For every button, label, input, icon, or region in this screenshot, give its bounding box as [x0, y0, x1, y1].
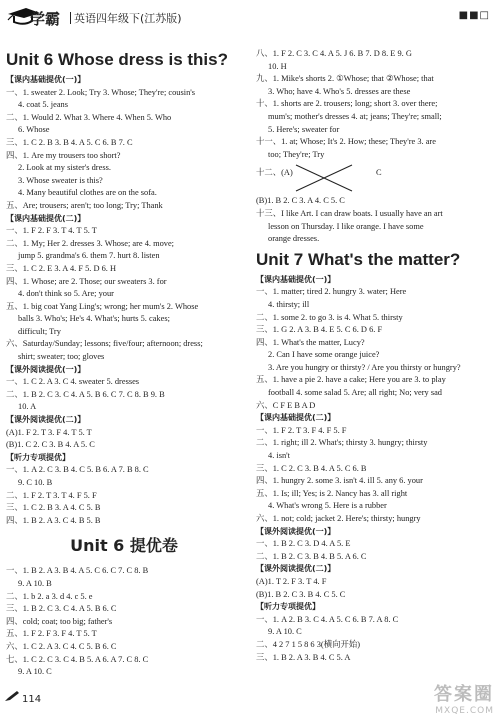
answer-line: 3. Who; have 4. Who's 5. dresses are these — [268, 86, 411, 96]
answer-line: 二、1. b 2. a 3. d 4. c 5. e — [6, 591, 93, 601]
answer-line: (A)1. T 2. F 3. T 4. F — [256, 576, 327, 586]
answer-line: 3. Are you hungry or thirsty? / Are you thirsty or hungry? — [268, 362, 461, 372]
answer-line: 9. C 10. B — [18, 478, 53, 487]
answer-line: 四、1. Whose; are 2. Those; our sweaters 3. for — [6, 276, 167, 286]
answer-line: 十一、1. at; Whose; It's 2. How; these; They're 3. are — [256, 137, 436, 147]
answer-line: 一、1. F 2. F 3. T 4. T 5. T — [6, 226, 97, 236]
answer-line: 八、1. F 2. C 3. C 4. A 5. J 6. B 7. D 8. E 9. G — [256, 49, 412, 58]
answer-line: 4. isn't — [268, 451, 290, 461]
answer-line: 4. coat 5. jeans — [18, 100, 69, 110]
watermark-logo: 答案圈 — [434, 684, 494, 705]
answer-line: 四、1. B 2. A 3. C 4. B 5. B — [6, 515, 101, 525]
diagram-label-a: 十二、(A) — [256, 168, 293, 178]
answer-line: 三、1. C 2. B 3. B 4. A 5. C 6. B 7. C — [6, 137, 133, 147]
answer-line: 3. Whose sweater is this? — [18, 175, 103, 185]
section-label: 【听力专项提优】 — [256, 602, 320, 612]
book-subtitle: 英语四年级下(江苏版) — [74, 12, 182, 25]
answer-line: 五、1. F 2. F 3. F 4. T 5. T — [6, 629, 97, 639]
section-label: 【听力专项提优】 — [6, 452, 70, 462]
answer-line: 一、1. F 2. T 3. F 4. F 5. F — [256, 425, 347, 435]
answer-line: 五、Are; trousers; aren't; too long; Try; Thank — [6, 200, 163, 210]
answer-line: 4. don't think so 5. Are; your — [18, 289, 114, 299]
answer-line: 一、1. A 2. C 3. B 4. C 5. B 6. A 7. B 8. C — [6, 465, 149, 475]
section-label: 【课外阅读提优(一)】 — [6, 364, 86, 374]
answer-line: orange dresses. — [268, 234, 320, 244]
right-column — [256, 48, 494, 664]
answer-line: 三、1. B 2. C 3. C 4. A 5. B 6. C — [6, 604, 117, 614]
watermark-url: MXQE.COM — [435, 706, 494, 716]
unit-heading: Unit 6 Whose dress is this? — [6, 50, 228, 69]
answer-line: 三、1. G 2. A 3. B 4. E 5. C 6. D 6. F — [256, 325, 383, 335]
watermark — [434, 680, 494, 716]
answer-line: 六、1. C 2. A 3. C 4. C 5. B 6. C — [6, 641, 117, 651]
answer-line: 四、1. Are my trousers too short? — [6, 150, 121, 160]
answer-line: 5. Here's; sweater for — [268, 124, 340, 134]
answer-line: 六、Saturday/Sunday; lessons; five/four; afternoon; dress; — [6, 339, 203, 349]
answer-line: 二、4 2 7 1 5 8 6 3(横向开始) — [256, 639, 360, 649]
answer-line: 9. A 10. B — [18, 578, 52, 588]
answer-line: 4. thirsty; ill — [268, 299, 310, 309]
answer-line: too; They're; Try — [268, 149, 325, 159]
answer-line: 二、1. My; Her 2. dresses 3. Whose; are 4. move; — [6, 238, 175, 248]
answer-line: 四、cold; coat; too big; father's — [6, 616, 113, 626]
answer-line: 2. Look at my sister's dress. — [18, 163, 111, 173]
answer-line: (B)1. C 2. C 3. B 4. A 5. C — [6, 440, 95, 450]
answer-line: 4. What's wrong 5. Here is a rubber — [268, 501, 387, 511]
answer-line: 三、1. C 2. B 3. A 4. C 5. B — [6, 503, 101, 513]
answer-line: mum's; mother's dresses 4. at; jeans; They're; small; — [268, 111, 442, 121]
header-divider — [70, 12, 71, 24]
answer-line: 二、1. B 2. C 3. B 4. B 5. A 6. C — [256, 551, 367, 561]
answer-line: balls 3. Who's; He's 4. What's; hurts 5. cakes; — [18, 314, 170, 324]
answer-line: 六、1. not; cold; jacket 2. Here's; thirsty; hungry — [256, 514, 421, 523]
answer-line: lesson on Thursday. I like orange. I have some — [268, 221, 424, 231]
pencil-icon — [4, 690, 20, 702]
answer-line: 一、1. A 2. B 3. C 4. A 5. C 6. B 7. A 8. C — [256, 614, 399, 624]
answer-line: (B)1. B 2. C 3. A 4. C 5. C — [256, 196, 345, 206]
answer-line: 十三、I like Art. I can draw boats. I usually have an art — [256, 208, 443, 218]
header-mark: ■■□ — [458, 10, 490, 21]
page-number: 114 — [22, 694, 42, 705]
answer-line: 一、1. sweater 2. Look; Try 3. Whose; They're; cousin's — [6, 87, 196, 97]
answer-line: 五、1. have a pie 2. have a cake; Here you are 3. to play — [256, 375, 446, 385]
answer-line: 一、1. B 2. A 3. B 4. A 5. C 6. C 7. C 8. B — [6, 566, 149, 576]
section-label: 【课内基础提优(二)】 — [256, 413, 336, 423]
answer-line: jump 5. grandma's 6. them 7. hurt 8. listen — [18, 251, 160, 261]
answer-line: 一、1. C 2. A 3. C 4. sweater 5. dresses — [6, 377, 140, 387]
section-label: 【课内基础提优(二)】 — [6, 213, 86, 223]
page-header — [0, 0, 500, 32]
answer-line: 10. H — [268, 61, 287, 71]
answer-line: 一、1. B 2. C 3. D 4. A 5. E — [256, 539, 351, 549]
answer-line: 6. Whose — [18, 125, 50, 135]
answer-line: difficult; Try — [18, 326, 61, 336]
answer-line: 4. Many beautiful clothes are on the sofa. — [18, 188, 157, 198]
brand-title: 学霸 — [30, 10, 61, 28]
answer-line: 四、1. What's the matter, Lucy? — [256, 337, 365, 347]
cross-lines-icon — [292, 161, 372, 195]
section-label: 【课外阅读提优(二)】 — [6, 415, 86, 425]
answer-line: shirt; sweater; too; gloves — [18, 352, 105, 362]
answer-line: 七、1. C 2. C 3. C 4. B 5. A 6. A 7. C 8. C — [6, 654, 149, 664]
matching-diagram — [256, 161, 494, 195]
section-label: 【课内基础提优(一)】 — [256, 274, 336, 284]
section-label: 【课外阅读提优(一)】 — [256, 526, 336, 536]
answer-line: 五、1. big coat Yang Ling's; wrong; her mum's 2. Whose — [6, 301, 199, 311]
answer-line: (A)1. F 2. T 3. F 4. T 5. T — [6, 427, 92, 437]
answer-line: 9. A 10. C — [18, 667, 52, 677]
answer-line: football 4. some salad 5. Are; all right; No; very sad — [268, 388, 442, 398]
answer-line: 十、1. shorts are 2. trousers; long; short 3. over there; — [256, 99, 438, 109]
answer-line: 9. A 10. C — [268, 627, 302, 637]
section-label: 【课内基础提优(一)】 — [6, 75, 86, 84]
unit-heading: Unit 7 What's the matter? — [256, 249, 461, 269]
answer-line: (B)1. B 2. C 3. B 4. C 5. C — [256, 589, 346, 599]
answer-line: 二、1. some 2. to go 3. is 4. What 5. thirsty — [256, 312, 403, 322]
test-paper-heading: Unit 6 提优卷 — [70, 536, 178, 556]
answer-line: 2. Can I have some orange juice? — [268, 350, 380, 360]
left-column — [6, 46, 242, 679]
answer-line: 10. A — [18, 402, 37, 412]
answer-line: 九、1. Mike's shorts 2. ①Whose; that ②Whose; that — [256, 74, 434, 84]
answer-line: 三、1. C 2. E 3. A 4. F 5. D 6. H — [6, 263, 117, 273]
answer-line: 三、1. C 2. C 3. B 4. A 5. C 6. B — [256, 463, 367, 473]
answer-line: 二、1. F 2. T 3. T 4. F 5. F — [6, 490, 97, 500]
section-label: 【课外阅读提优(二)】 — [256, 564, 336, 574]
diagram-label-c: C — [376, 168, 382, 178]
answer-line: 二、1. right; ill 2. What's; thirsty 3. hungry; thirsty — [256, 438, 428, 448]
answer-line: 二、1. B 2. C 3. C 4. A 5. B 6. C 7. C 8. B 9. B — [6, 389, 165, 399]
answer-line: 二、1. Would 2. What 3. Where 4. When 5. Who — [6, 112, 172, 122]
answer-line: 一、1. matter; tired 2. hungry 3. water; Here — [256, 287, 407, 297]
answer-line: 三、1. B 2. A 3. B 4. C 5. A — [256, 652, 351, 662]
answer-line: 五、1. Is; ill; Yes; is 2. Nancy has 3. all right — [256, 488, 408, 498]
answer-line: 四、1. hungry 2. some 3. isn't 4. ill 5. any 6. your — [256, 476, 423, 486]
answer-line: 六、C F E B A D — [256, 400, 316, 410]
